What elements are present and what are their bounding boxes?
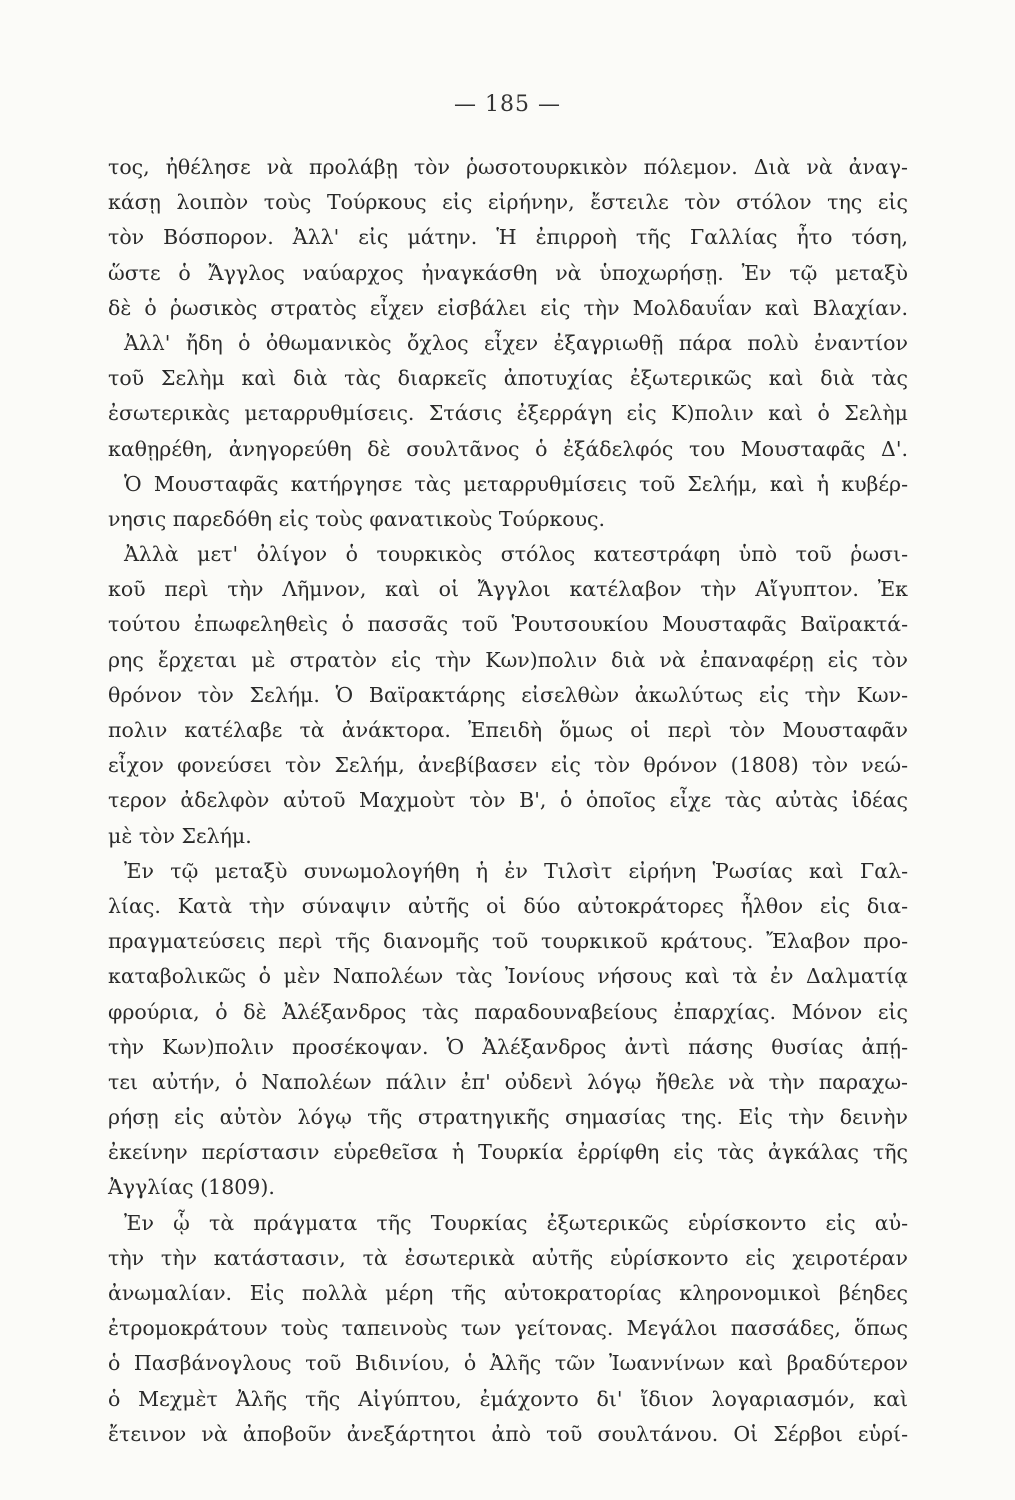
text-line: τὴν τὴν κατάστασιν, τὰ ἐσωτερικὰ αὐτῆς εὑρίσκοντο εἰς χειροτέραν [108, 1245, 908, 1270]
text-line: ρήσῃ εἰς αὐτὸν λόγῳ τῆς στρατηγικῆς σημασίας της. Εἰς τὴν δεινὴν [108, 1105, 908, 1130]
text-line: πολιν κατέλαβε τὰ ἀνάκτορα. Ἐπειδὴ ὅμως οἱ περὶ τὸν Μουσταφᾶν [108, 718, 908, 742]
page-number: — 185 — [454, 92, 561, 117]
text-line: τει αὐτήν, ὁ Ναπολέων πάλιν ἐπ' οὐδενὶ λόγῳ ἤθελε νὰ τὴν παραχω- [108, 1069, 908, 1094]
text-line: θρόνον τὸν Σελήμ. Ὁ Βαϊρακτάρης εἰσελθὼν ἀκωλύτως εἰς τὴν Κων- [108, 682, 908, 707]
text-line: κοῦ περὶ τὴν Λῆμνον, καὶ οἱ Ἄγγλοι κατέλαβον τὴν Αἴγυπτον. Ἐκ [108, 577, 908, 602]
text-line: φρούρια, ὁ δὲ Ἀλέξανδρος τὰς παραδουναβείους ἐπαρχίας. Μόνον εἰς [108, 999, 908, 1024]
text-line: Ἐν ᾧ τὰ πράγματα τῆς Τουρκίας ἐξωτερικῶς εὑρίσκοντο εἰς αὐ- [124, 1210, 908, 1235]
text-line: ρης ἔρχεται μὲ στρατὸν εἰς τὴν Κων)πολιν διὰ νὰ ἐπαναφέρῃ εἰς τὸν [108, 647, 908, 672]
text-line: λίας. Κατὰ τὴν σύναψιν αὐτῆς οἱ δύο αὐτοκράτορες ἦλθον εἰς δια- [108, 893, 908, 918]
body-text [108, 150, 908, 1452]
text-line: τὸν Βόσπορον. Ἀλλ' εἰς μάτην. Ἡ ἐπιρροὴ τῆς Γαλλίας ἦτο τόση, [108, 225, 908, 250]
text-line: ὁ Μεχμὲτ Ἀλῆς τῆς Αἰγύπτου, ἐμάχοντο δι' ἴδιον λογαριασμόν, καὶ [108, 1386, 908, 1411]
text-line: ἐσωτερικὰς μεταρρυθμίσεις. Στάσις ἐξερράγη εἰς Κ)πολιν καὶ ὁ Σελὴμ [108, 401, 908, 426]
text-line: καταβολικῶς ὁ μὲν Ναπολέων τὰς Ἰονίους νήσους καὶ τὰ ἐν Δαλματίᾳ [108, 964, 908, 989]
text-line: ἐτρομοκράτουν τοὺς ταπεινοὺς των γείτονας. Μεγάλοι πασσάδες, ὅπως [108, 1316, 908, 1341]
text-line: Ἀλλὰ μετ' ὀλίγον ὁ τουρκικὸς στόλος κατεστράφη ὑπὸ τοῦ ῥωσι- [124, 542, 908, 567]
text-line: τερον ἀδελφὸν αὐτοῦ Μαχμοὺτ τὸν Β', ὁ ὁποῖος εἶχε τὰς αὐτὰς ἰδέας [108, 788, 908, 813]
text-line: Ἐν τῷ μεταξὺ συνωμολογήθη ἡ ἐν Τιλσὶτ εἰρήνη Ῥωσίας καὶ Γαλ- [124, 858, 908, 883]
text-line: νησις παρεδόθη εἰς τοὺς φανατικοὺς Τούρκους. [108, 506, 606, 531]
text-line: εἶχον φονεύσει τὸν Σελήμ, ἀνεβίβασεν εἰς τὸν θρόνον (1808) τὸν νεώ- [108, 753, 908, 778]
text-line: κάσῃ λοιπὸν τοὺς Τούρκους εἰς εἰρήνην, ἔστειλε τὸν στόλον της εἰς [108, 190, 908, 215]
text-line: δὲ ὁ ῥωσικὸς στρατὸς εἶχεν εἰσβάλει εἰς τὴν Μολδαυΐαν καὶ Βλαχίαν. [108, 295, 908, 320]
text-line: ὁ Πασβάνογλους τοῦ Βιδινίου, ὁ Ἀλῆς τῶν Ἰωαννίνων καὶ βραδύτερον [108, 1351, 908, 1376]
text-line: ἔτεινον νὰ ἀποβοῦν ἀνεξάρτητοι ἀπὸ τοῦ σουλτάνου. Οἱ Σέρβοι εὑρί- [108, 1421, 908, 1446]
text-line: τοῦ Σελὴμ καὶ διὰ τὰς διαρκεῖς ἀποτυχίας ἐξωτερικῶς καὶ διὰ τὰς [108, 366, 908, 391]
text-line: ὥστε ὁ Ἄγγλος ναύαρχος ἠναγκάσθη νὰ ὑποχωρήσῃ. Ἐν τῷ μεταξὺ [108, 260, 908, 285]
text-line: τὴν Κων)πολιν προσέκοψαν. Ὁ Ἀλέξανδρος ἀντὶ πάσης θυσίας ἀπῄ- [108, 1034, 908, 1059]
text-line: μὲ τὸν Σελήμ. [108, 823, 252, 848]
text-line: τος, ἠθέλησε νὰ προλάβῃ τὸν ῥωσοτουρκικὸν πόλεμον. Διὰ νὰ ἀναγ- [108, 155, 908, 179]
text-line: Ἀγγλίας (1809). [108, 1175, 275, 1200]
text-line: τούτου ἐπωφεληθεὶς ὁ πασσᾶς τοῦ Ῥουτσουκίου Μουσταφᾶς Βαϊρακτά- [108, 612, 908, 637]
text-line: καθῃρέθη, ἀνηγορεύθη δὲ σουλτᾶνος ὁ ἐξάδελφός του Μουσταφᾶς Δ'. [108, 436, 908, 461]
text-line: Ὁ Μουσταφᾶς κατήργησε τὰς μεταρρυθμίσεις τοῦ Σελήμ, καὶ ἡ κυβέρ- [124, 471, 908, 496]
text-line: ἐκείνην περίστασιν εὑρεθεῖσα ἡ Τουρκία ἐρρίφθη εἰς τὰς ἀγκάλας τῆς [108, 1140, 908, 1165]
text-line: πραγματεύσεις περὶ τῆς διανομῆς τοῦ τουρκικοῦ κράτους. Ἔλαβον προ- [108, 929, 908, 954]
text-line: Ἀλλ' ἤδη ὁ ὀθωμανικὸς ὄχλος εἶχεν ἐξαγριωθῇ πάρα πολὺ ἐναντίον [124, 330, 908, 355]
text-line: ἀνωμαλίαν. Εἰς πολλὰ μέρη τῆς αὐτοκρατορίας κληρονομικοὶ βέηδες [108, 1281, 908, 1305]
